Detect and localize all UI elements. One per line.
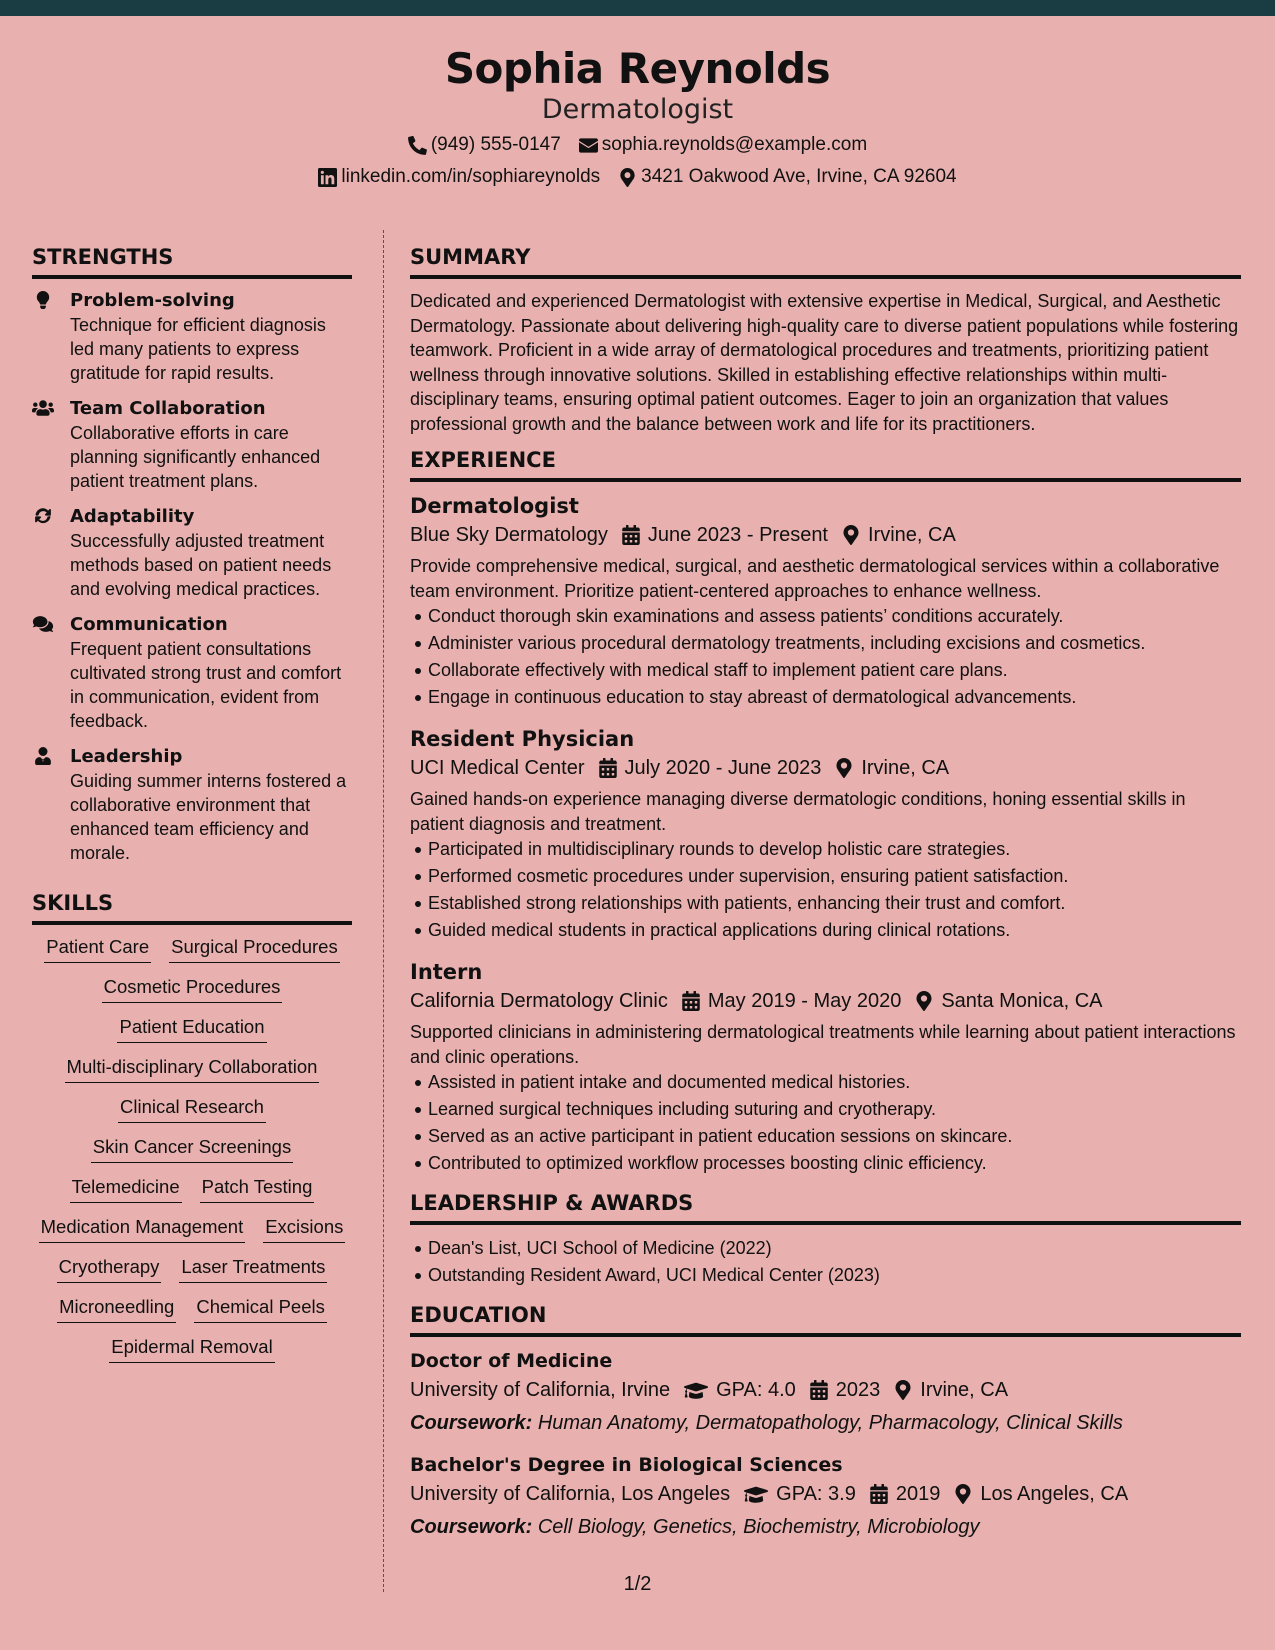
list-item: Guided medical students in practical applications during clinical rotations. [410,917,1241,944]
job-location: Irvine, CA [861,757,950,779]
resume-header [0,16,1275,204]
strengths-heading: STRENGTHS [32,245,352,279]
list-item: Learned surgical techniques including suturing and cryotherapy. [410,1096,1241,1123]
map-marker-icon [842,525,860,545]
list-item: Participated in multidisciplinary rounds to develop holistic care strategies. [410,836,1241,863]
contact-row [0,134,1275,156]
lightbulb-icon [32,291,54,309]
list-item: Administer various procedural dermatology treatments, including excisions and cosmetics. [410,630,1241,657]
calendar-icon [870,1484,888,1504]
job-location: Santa Monica, CA [941,990,1103,1012]
job-meta [410,986,1241,1016]
map-marker-icon [915,991,933,1011]
education-entry [410,1347,1241,1437]
skill-tag: Patient Care [44,935,151,963]
calendar-icon [810,1380,828,1400]
coursework [410,1409,1241,1437]
graduation-year: 2019 [895,1483,941,1505]
skill-tag: Medication Management [39,1215,246,1243]
job-title: Dermatologist [410,494,579,518]
skill-tag: Chemical Peels [194,1295,327,1323]
skill-tag: Patient Education [117,1015,266,1043]
education-meta [410,1479,1241,1509]
job-description: Supported clinicians in administering dermatological treatments while learning about patient interactions and clinic operations. [410,1022,1236,1067]
skills-list [32,935,352,1363]
strength-desc: Collaborative efforts in care planning significantly enhanced patient treatment plans. [70,423,321,491]
strength-title: Team Collaboration [70,398,266,419]
list-item: Dean's List, UCI School of Medicine (2022) [410,1235,1241,1262]
envelope-icon [579,136,598,155]
experience-heading: EXPERIENCE [410,448,1241,482]
calendar-icon [599,758,617,778]
job-entry [410,958,1241,1177]
strength-desc: Technique for efficient diagnosis led many patients to express gratitude for rapid results. [70,315,326,383]
gpa-text: GPA: 4.0 [716,1379,796,1401]
map-marker-icon [894,1380,912,1400]
list-item: Contributed to optimized workflow processes boosting clinic efficiency. [410,1150,1241,1177]
list-item: Established strong relationships with patients, enhancing their trust and comfort. [410,890,1241,917]
education-entry [410,1451,1241,1541]
school-location: Irvine, CA [920,1379,1009,1401]
strength-item [32,289,352,385]
job-title: Intern [410,960,483,984]
user-tie-icon [32,747,54,765]
linkedin-icon [318,168,337,187]
right-column [410,245,1241,1555]
list-item: Served as an active participant in patient education sessions on skincare. [410,1123,1241,1150]
skill-tag: Telemedicine [70,1175,182,1203]
contact-row [0,166,1275,188]
job-description: Gained hands-on experience managing diverse dermatologic conditions, honing essential skills in patient diagnosis and treatment. [410,789,1186,834]
candidate-title: Dermatologist [541,94,734,125]
skill-tag: Skin Cancer Screenings [91,1135,293,1163]
email-contact[interactable] [579,134,867,156]
column-divider [383,230,384,1592]
strengths-list [32,289,352,865]
job-entry [410,725,1241,944]
job-entry [410,492,1241,711]
list-item: Collaborate effectively with medical staff to implement patient care plans. [410,657,1241,684]
coursework-label: Coursework: [410,1412,533,1434]
strength-desc: Guiding summer interns fostered a collaborative environment that enhanced team efficiency and morale. [70,771,347,863]
strength-item [32,397,352,493]
strength-title: Leadership [70,746,183,767]
degree-title: Bachelor's Degree in Biological Sciences [410,1454,843,1476]
company-name: California Dermatology Clinic [410,990,668,1012]
chat-icon [32,615,54,633]
linkedin-contact[interactable] [318,166,600,188]
job-location: Irvine, CA [868,524,956,546]
skill-tag: Cryotherapy [57,1255,162,1283]
graduation-year: 2023 [835,1379,881,1401]
phone-text: (949) 555-0147 [430,134,561,155]
skills-heading: SKILLS [32,891,352,925]
map-marker-icon [954,1484,972,1504]
gpa-text: GPA: 3.9 [776,1483,856,1505]
calendar-icon [682,991,700,1011]
left-column [32,245,352,1363]
job-meta [410,520,1241,550]
job-dates: May 2019 - May 2020 [707,990,902,1012]
coursework-text: Human Anatomy, Dermatopathology, Pharmacology, Clinical Skills [537,1412,1123,1434]
summary-text: Dedicated and experienced Dermatologist with extensive expertise in Medical, Surgical, and Aesthetic Dermatology. Passionate about delivering high-quality care to diverse patient populations while fostering teamwork. Proficient in a wide array of dermatological procedures and treatments, prioritizing patient wellness through innovative solutions. Skilled in establishing effective relationships within multi-disciplinary teams, ensuring optimal patient outcomes. Eager to join an organization that values professional growth and the balance between work and life for its practitioners. [410,291,1239,434]
job-bullets [410,836,1241,944]
skill-tag: Patch Testing [200,1175,315,1203]
education-meta [410,1375,1241,1405]
skill-tag: Multi-disciplinary Collaboration [65,1055,320,1083]
skill-tag: Epidermal Removal [109,1335,274,1363]
school-name: University of California, Los Angeles [410,1483,731,1505]
job-meta [410,753,1241,783]
job-title: Resident Physician [410,727,635,751]
job-bullets [410,1069,1241,1177]
job-bullets [410,603,1241,711]
linkedin-text: linkedin.com/in/sophiareynolds [341,166,601,187]
skill-tag: Cosmetic Procedures [102,975,283,1003]
education-heading: EDUCATION [410,1303,1241,1337]
awards-heading: LEADERSHIP & AWARDS [410,1191,1241,1225]
company-name: Blue Sky Dermatology [410,524,608,546]
company-name: UCI Medical Center [410,757,585,779]
job-dates: July 2020 - June 2023 [624,757,822,779]
sync-icon [32,507,54,525]
list-item: Outstanding Resident Award, UCI Medical Center (2023) [410,1262,1241,1289]
strength-title: Problem-solving [70,290,235,311]
phone-icon [408,136,427,155]
strength-desc: Successfully adjusted treatment methods based on patient needs and evolving medical practices. [70,531,332,599]
school-location: Los Angeles, CA [980,1483,1129,1505]
graduation-cap-icon [744,1484,768,1504]
candidate-name: Sophia Reynolds [444,44,831,93]
coursework [410,1513,1241,1541]
map-marker-icon [835,758,853,778]
list-item: Engage in continuous education to stay abreast of dermatological advancements. [410,684,1241,711]
address-text: 3421 Oakwood Ave, Irvine, CA 92604 [641,166,957,187]
users-icon [32,399,54,417]
school-name: University of California, Irvine [410,1379,671,1401]
list-item: Performed cosmetic procedures under supervision, ensuring patient satisfaction. [410,863,1241,890]
degree-title: Doctor of Medicine [410,1350,613,1372]
top-accent-bar [0,0,1275,16]
strength-item [32,505,352,601]
awards-list [410,1235,1241,1289]
skill-tag: Microneedling [57,1295,176,1323]
skill-tag: Surgical Procedures [169,935,340,963]
list-item: Conduct thorough skin examinations and assess patients’ conditions accurately. [410,603,1241,630]
phone-contact[interactable] [408,134,561,156]
email-text: sophia.reynolds@example.com [601,134,868,155]
calendar-icon [622,525,640,545]
strength-title: Adaptability [70,506,195,527]
summary-heading: SUMMARY [410,245,1241,279]
strength-title: Communication [70,614,228,635]
page-number: 1/2 [623,1573,652,1595]
list-item: Assisted in patient intake and documented medical histories. [410,1069,1241,1096]
skill-tag: Laser Treatments [179,1255,327,1283]
strength-item [32,613,352,733]
coursework-label: Coursework: [410,1516,533,1538]
strength-desc: Frequent patient consultations cultivated strong trust and comfort in communication, evident from feedback. [70,639,342,731]
strength-item [32,745,352,865]
job-description: Provide comprehensive medical, surgical, and aesthetic dermatological services within a collaborative team environment. Prioritize patient-centered approaches to enhance wellness. [410,556,1220,601]
graduation-cap-icon [684,1380,708,1400]
address-contact [618,166,956,188]
coursework-text: Cell Biology, Genetics, Biochemistry, Microbiology [537,1516,980,1538]
map-marker-icon [618,168,637,187]
job-dates: June 2023 - Present [647,524,828,546]
skill-tag: Clinical Research [118,1095,266,1123]
skill-tag: Excisions [263,1215,345,1243]
